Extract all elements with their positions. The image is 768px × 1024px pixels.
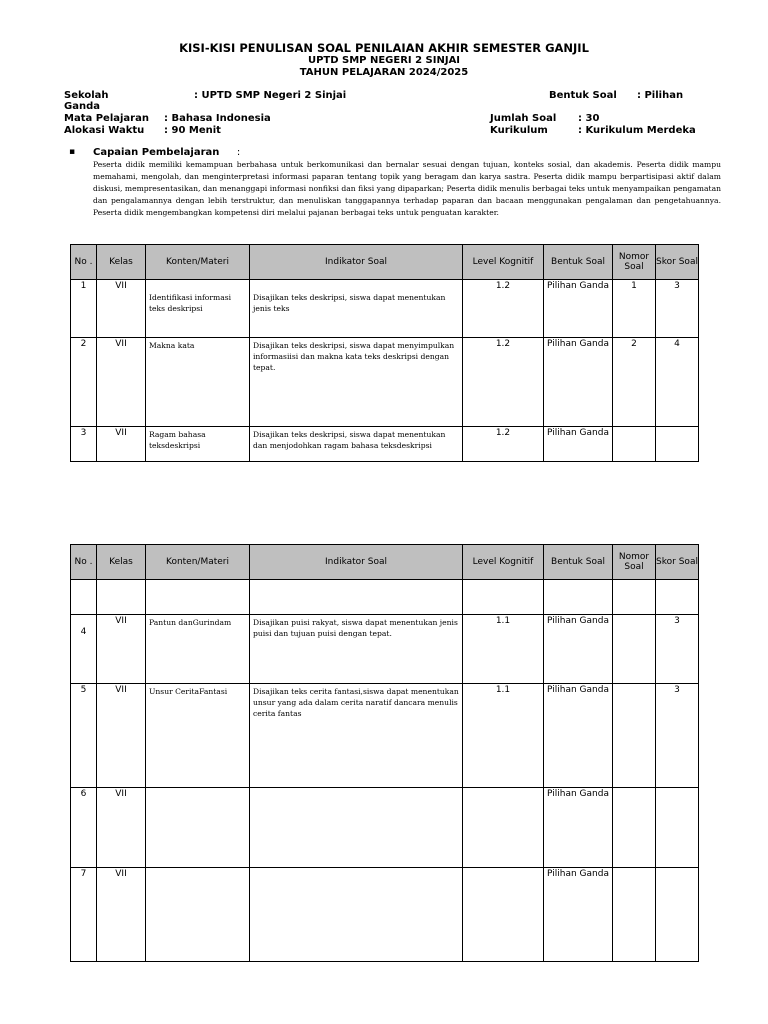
cell-bentuk: Pilihan Ganda [544, 280, 613, 338]
jumlah-soal-label: Jumlah Soal [490, 113, 557, 124]
cell-no: 6 [71, 788, 97, 868]
col-nomor: Nomor Soal [613, 245, 656, 280]
cell-kelas: VII [97, 788, 146, 868]
cell-konten: Unsur CeritaFantasi [146, 684, 250, 788]
mapel-value: : Bahasa Indonesia [164, 113, 271, 124]
table-row [71, 788, 699, 868]
cell-indikator: Disajikan teks deskripsi, siswa dapat menentukan dan menjodohkan ragam bahasa teksdeskripsi [250, 427, 463, 462]
table-row [71, 427, 699, 462]
cell-bentuk: Pilihan Ganda [544, 338, 613, 427]
cell-kelas [97, 580, 146, 615]
capaian-colon: : [236, 147, 241, 158]
cell-no: 4 [71, 615, 97, 684]
table-row [71, 338, 699, 427]
cell-nomor: 2 [613, 338, 656, 427]
cell-no: 2 [71, 338, 97, 427]
table-row [71, 580, 699, 615]
cell-level: 1.2 [463, 338, 544, 427]
cell-nomor [613, 580, 656, 615]
cell-skor [656, 788, 699, 868]
col-konten: Konten/Materi [146, 545, 250, 580]
cell-skor: 3 [656, 615, 699, 684]
cell-bentuk: Pilihan Ganda [544, 868, 613, 962]
cell-skor: 4 [656, 338, 699, 427]
col-skor: Skor Soal [656, 545, 699, 580]
bentuk-soal-label: Bentuk Soal [549, 90, 617, 101]
cell-konten [146, 788, 250, 868]
cell-level [463, 868, 544, 962]
cell-no: 7 [71, 868, 97, 962]
kurikulum-label: Kurikulum [490, 125, 548, 136]
col-nomor: Nomor Soal [613, 545, 656, 580]
cell-indikator: Disajikan teks cerita fantasi,siswa dapat menentukan unsur yang ada dalam cerita naratif dancara menulis cerita fantas [250, 684, 463, 788]
cell-level: 1.2 [463, 427, 544, 462]
cell-bentuk: Pilihan Ganda [544, 684, 613, 788]
kisi-table-1 [70, 244, 699, 462]
alokasi-label: Alokasi Waktu [64, 125, 145, 136]
cell-nomor: 1 [613, 280, 656, 338]
col-bentuk: Bentuk Soal [544, 245, 613, 280]
cell-konten [146, 868, 250, 962]
cell-level [463, 788, 544, 868]
col-konten: Konten/Materi [146, 245, 250, 280]
cell-nomor [613, 615, 656, 684]
cell-no: 3 [71, 427, 97, 462]
col-kelas: Kelas [97, 545, 146, 580]
cell-konten: Ragam bahasa teksdeskripsi [146, 427, 250, 462]
cell-no: 5 [71, 684, 97, 788]
cell-konten [146, 580, 250, 615]
capaian-label-text: Capaian Pembelajaran [93, 147, 220, 158]
mapel-label: Mata Pelajaran [64, 113, 149, 124]
cell-kelas: VII [97, 684, 146, 788]
cell-nomor [613, 868, 656, 962]
table-row [71, 615, 699, 684]
table-row [71, 280, 699, 338]
cell-nomor [613, 427, 656, 462]
school-line: UPTD SMP NEGERI 2 SINJAI [307, 55, 461, 66]
capaian-text: Peserta didik memiliki kemampuan berbahasa untuk berkomunikasi dan bernalar sesuai dengan tujuan, konteks sosial, dan akademis. Peserta didik mampu memahami, mengolah, dan menginterpretasi informasi paparan tentang topik yang beragam dan karya sastra. Peserta didik mampu berpartisipasi aktif dalam diskusi, mempresentasikan, dan menanggapi informasi nonfiksi dan fiksi yang dipaparkan; Peserta didik menulis berbagai teks untuk menyampaikan pengamatan dan pengalamannya dengan lebih terstruktur, dan menuliskan tanggapannya terhadap paparan dan bacaan menggunakan pengalaman dan pengetahuannya. Peserta didik mengembangkan kompetensi diri melalui pajanan berbagai teks untuk penguatan karakter. [93, 160, 721, 217]
cell-skor: 3 [656, 280, 699, 338]
table-header-row [71, 545, 699, 580]
cell-kelas: VII [97, 868, 146, 962]
cell-indikator: Disajikan teks deskripsi, siswa dapat menentukan jenis teks [250, 280, 463, 338]
table-row [71, 684, 699, 788]
cell-konten: Pantun danGurindam [146, 615, 250, 684]
col-indikator: Indikator Soal [250, 545, 463, 580]
cell-level: 1.1 [463, 684, 544, 788]
col-level: Level Kognitif [463, 245, 544, 280]
jumlah-soal-value: : 30 [578, 113, 600, 124]
cell-level: 1.2 [463, 280, 544, 338]
cell-indikator: Disajikan puisi rakyat, siswa dapat menentukan jenis puisi dan tujuan puisi dengan tepat. [250, 615, 463, 684]
cell-skor [656, 580, 699, 615]
cell-nomor [613, 788, 656, 868]
col-no: No . [71, 245, 97, 280]
year-line: TAHUN PELAJARAN 2024/2025 [299, 67, 469, 78]
cell-kelas: VII [97, 615, 146, 684]
sekolah-label: Sekolah [64, 90, 109, 101]
sekolah-value: : UPTD SMP Negeri 2 Sinjai [194, 90, 347, 101]
cell-bentuk: Pilihan Ganda [544, 788, 613, 868]
col-skor: Skor Soal [656, 245, 699, 280]
col-kelas: Kelas [97, 245, 146, 280]
bullet-icon: ▪ [69, 147, 76, 157]
cell-nomor [613, 684, 656, 788]
alokasi-value: : 90 Menit [164, 125, 221, 136]
cell-bentuk: Pilihan Ganda [544, 427, 613, 462]
document-title: KISI-KISI PENULISAN SOAL PENILAIAN AKHIR SEMESTER GANJIL [179, 41, 589, 55]
col-bentuk: Bentuk Soal [544, 545, 613, 580]
bentuk-soal-wrap: Ganda [64, 101, 100, 112]
cell-konten: Identifikasi informasi teks deskripsi [146, 280, 250, 338]
cell-no [71, 580, 97, 615]
cell-bentuk: Pilihan Ganda [544, 615, 613, 684]
cell-indikator [250, 788, 463, 868]
cell-kelas: VII [97, 338, 146, 427]
capaian-label [93, 147, 240, 158]
col-no: No . [71, 545, 97, 580]
col-level: Level Kognitif [463, 545, 544, 580]
table-header-row [71, 245, 699, 280]
cell-bentuk [544, 580, 613, 615]
col-indikator: Indikator Soal [250, 245, 463, 280]
cell-no: 1 [71, 280, 97, 338]
cell-kelas: VII [97, 427, 146, 462]
cell-skor [656, 868, 699, 962]
cell-level [463, 580, 544, 615]
cell-indikator [250, 868, 463, 962]
cell-skor: 3 [656, 684, 699, 788]
cell-skor [656, 427, 699, 462]
cell-kelas: VII [97, 280, 146, 338]
kurikulum-value: : Kurikulum Merdeka [578, 125, 696, 136]
cell-konten: Makna kata [146, 338, 250, 427]
kisi-table-2 [70, 544, 699, 962]
bentuk-soal-value: : Pilihan [637, 90, 684, 101]
cell-indikator [250, 580, 463, 615]
cell-level: 1.1 [463, 615, 544, 684]
cell-indikator: Disajikan teks deskripsi, siswa dapat menyimpulkan informasiisi dan makna kata teks deskripsi dengan tepat. [250, 338, 463, 427]
table-row [71, 868, 699, 962]
